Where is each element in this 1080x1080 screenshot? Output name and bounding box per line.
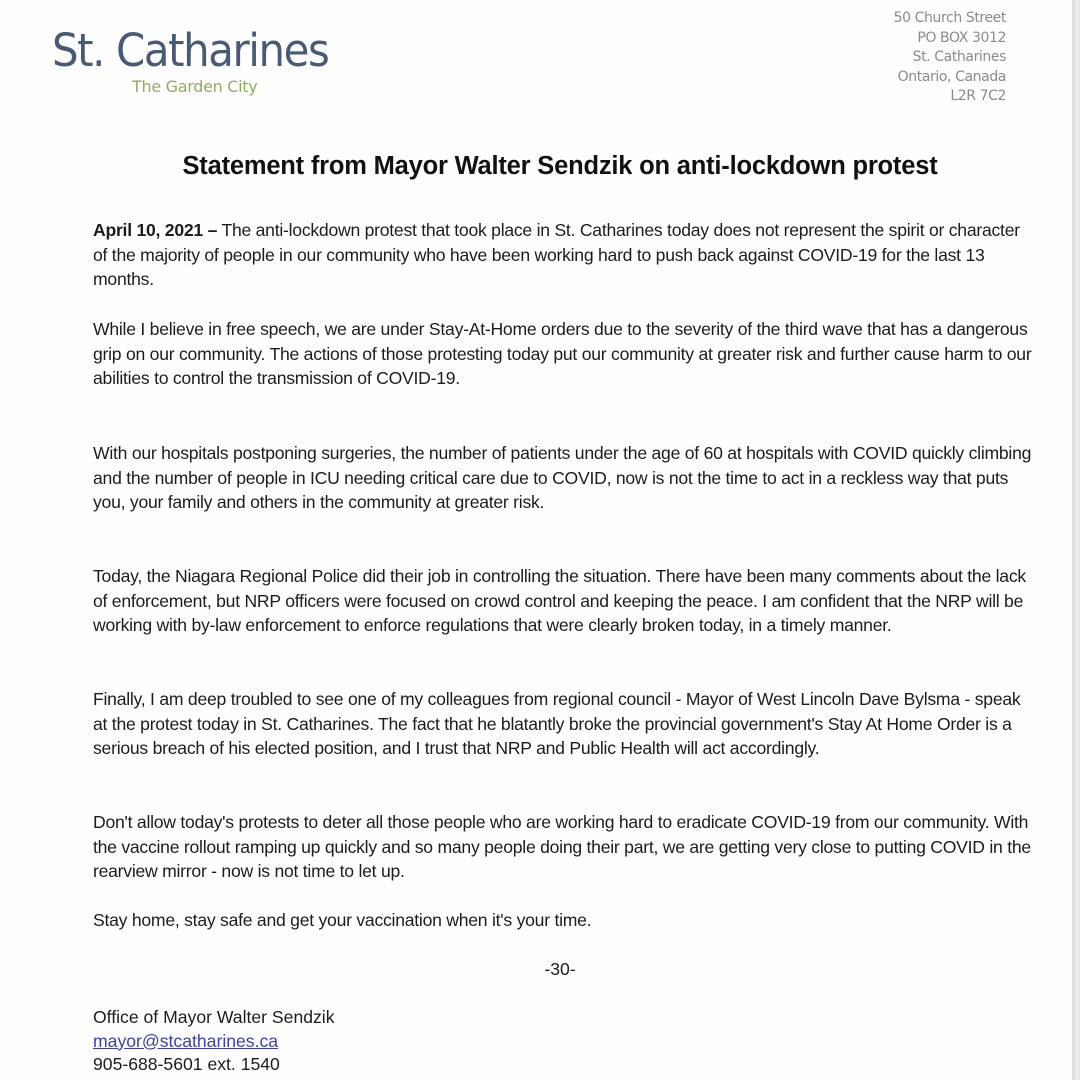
address-line-pobox: PO BOX 3012 <box>917 29 1006 46</box>
address-line-city: St. Catharines <box>912 49 1006 65</box>
signature-office: Office of Mayor Walter Sendzik <box>93 1007 335 1027</box>
address-line-province: Ontario, Canada <box>897 68 1006 85</box>
paragraph-colleague: Finally, I am deep troubled to see one of my colleagues from regional council - Mayor of West Lincoln Dave Bylsma - speak at the protest today in St. Catharines. The fact that he blatantly broke the provincial government's Stay At Home Order is a serious breach of his elected position, and I trust that NRP and Public Health will act accordingly. <box>93 689 1021 758</box>
paragraph-intro-text: The anti-lockdown protest that took place in St. Catharines today does not represent the spirit or character of the majority of people in our community who have been working hard to push back against COVID-19 for the last 13 months. <box>93 220 1020 289</box>
signature-phone: 905-688-5601 ext. 1540 <box>93 1054 280 1074</box>
paragraph-vaccine: Don't allow today's protests to deter all those people who are working hard to eradicate COVID-19 from our community. With the vaccine rollout ramping up quickly and so many people doing their part, we are getting very close to putting COVID in the rearview mirror - now is not time to let up. <box>93 812 1031 881</box>
logo-tagline: The Garden City <box>132 77 258 96</box>
paragraph-hospitals: With our hospitals postponing surgeries, the number of patients under the age of 60 at hospitals with COVID quickly climbing and the number of people in ICU needing critical care due to COVID, now is not the time to act in a reckless way that puts you, your family and others in the community at greater risk. <box>93 443 1032 512</box>
paragraph-intro <box>93 218 1033 292</box>
end-of-release-mark: -30- <box>544 959 576 979</box>
page-edge <box>1072 0 1080 1080</box>
paragraph-closing: Stay home, stay safe and get your vaccination when it's your time. <box>93 910 592 930</box>
statement-date: April 10, 2021 – <box>93 220 218 240</box>
email-link[interactable]: mayor@stcatharines.ca <box>93 1030 279 1051</box>
address-line-street: 50 Church Street <box>893 10 1006 26</box>
mailing-address <box>894 9 1006 107</box>
signature-block <box>93 1006 335 1077</box>
city-logo <box>52 24 349 97</box>
paragraph-free-speech: While I believe in free speech, we are under Stay-At-Home orders due to the severity of the third wave that has a dangerous grip on our community. The actions of those protesting today put our community at greater risk and further cause harm to our abilities to control the transmission of COVID-19. <box>93 319 1032 388</box>
address-line-postal-code: L2R 7C2 <box>950 88 1006 104</box>
logo-city-name: St. Catharines <box>52 24 329 77</box>
statement-title: Statement from Mayor Walter Sendzik on anti-lockdown protest <box>182 152 938 180</box>
paragraph-police: Today, the Niagara Regional Police did their job in controlling the situation. There have been many comments about the lack of enforcement, but NRP officers were focused on crowd control and keeping the peace. I am confident that the NRP will be working with by-law enforcement to enforce regulations that were clearly broken today, in a timely manner. <box>93 566 1026 635</box>
